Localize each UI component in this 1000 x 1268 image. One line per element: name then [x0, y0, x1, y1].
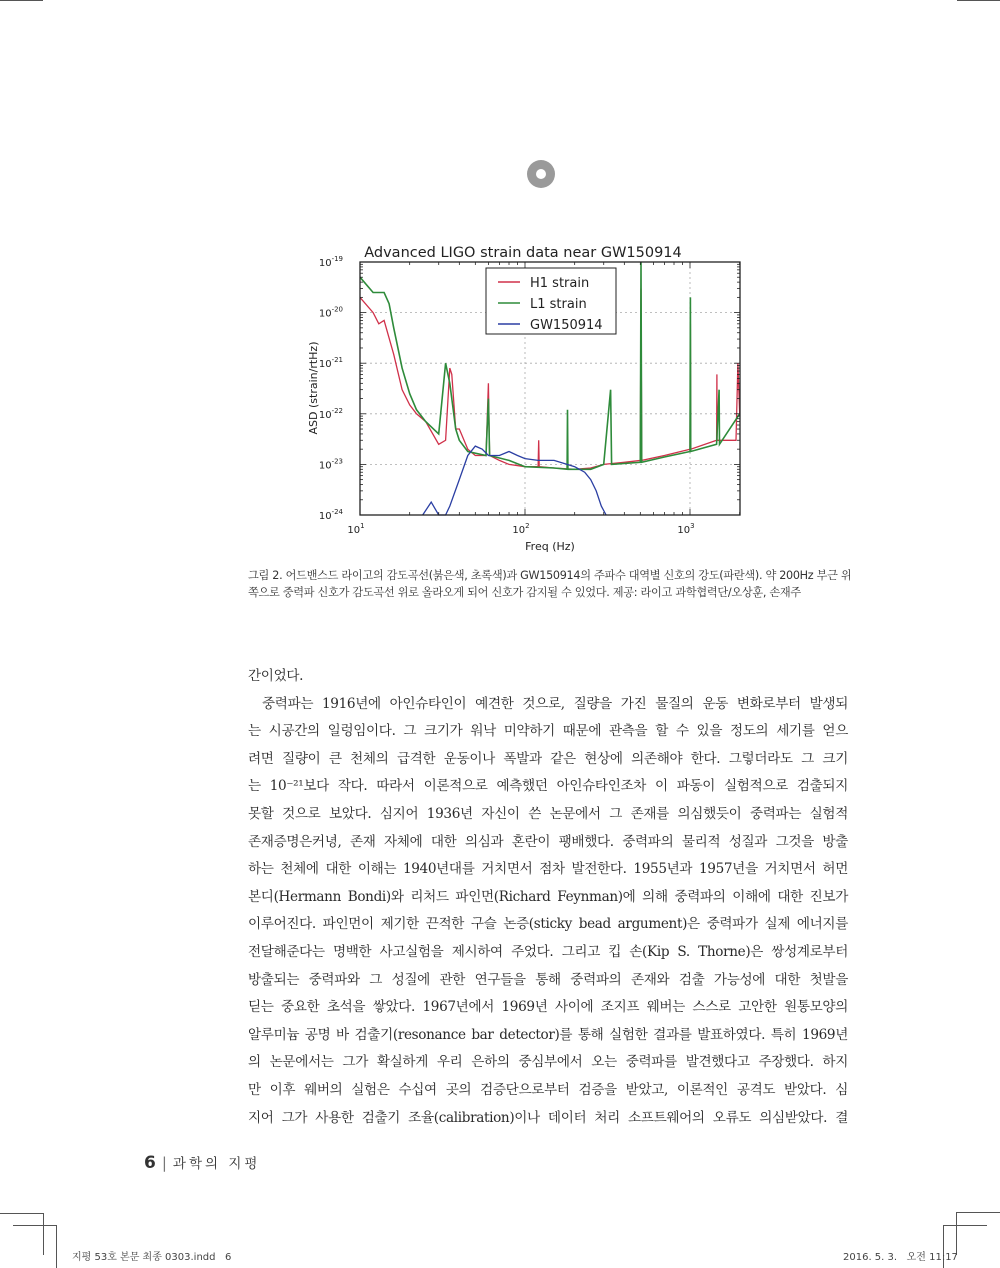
- page-folio: [144, 1152, 260, 1173]
- article-line: 중력파는 1916년에 아인슈타인이 예견한 것으로, 질량을 가진 물질의 운동 변화로부터 발생되: [262, 695, 848, 712]
- article-line: 알루미늄 공명 바 검출기(resonance bar detector)를 통해 실험한 결과를 발표하였다. 특히 1969년: [248, 1026, 848, 1043]
- chart-ylabel: ASD (strain/rtHz): [307, 341, 320, 435]
- ring-ornament-icon: [527, 160, 555, 188]
- legend-label: H1 strain: [530, 276, 590, 291]
- article-line: 이루어진다. 파인먼이 제기한 끈적한 구슬 논증(sticky bead argument)은 중력파가 실제 에너지를: [248, 916, 848, 933]
- svg-text:10-20: $10^{-20}$: [318, 305, 343, 320]
- article-line: 지어 그가 사용한 검출기 조율(calibration)이나 데이터 처리 소프트웨어의 오류도 의심받았다. 결: [248, 1109, 848, 1126]
- crop-mark-top-right: [957, 0, 1000, 1]
- svg-text:10-21: $10^{-21}$: [318, 356, 343, 371]
- publication-title: 과학의 지평: [172, 1156, 261, 1172]
- svg-text:10-24: $10^{-24}$: [318, 508, 343, 522]
- crop-mark-bottom-right-h2: [944, 1225, 987, 1226]
- figure-caption: 그림 2. 어드밴스드 라이고의 감도곡선(붉은색, 초록색)과 GW150914의 주파수 대역별 신호의 강도(파란색). 약 200Hz 부근 위쪽으로 중력파 신호가 감도곡선 위로 올라오게 되어 신호가 감지될 수 있었다. 제공: 라이고 과학협력단/오상훈, 손재주: [248, 569, 852, 599]
- article-line: 방출되는 중력파와 그 성질에 관한 연구들을 통해 중력파의 존재와 검출 가능성에 대한 첫발을: [248, 971, 848, 988]
- svg-text:102: $10^2$: [512, 522, 530, 536]
- article-line: 못할 것으로 보았다. 심지어 1936년 자신이 쓴 논문에서 그 존재를 의심했듯이 중력파는 실험적: [248, 805, 848, 822]
- series-line-gw150914: [423, 446, 606, 515]
- crop-mark-bottom-left-h2: [13, 1225, 56, 1226]
- article-line: 는 시공간의 일렁임이다. 그 크기가 워낙 미약하기 때문에 관측을 할 수 있을 정도의 세기를 얻으: [248, 723, 848, 740]
- chart-title: Advanced LIGO strain data near GW150914: [364, 245, 682, 261]
- chart-legend: [486, 268, 616, 334]
- crop-mark-bottom-right-h1: [957, 1212, 1000, 1213]
- crop-mark-bottom-left-v1: [43, 1213, 44, 1255]
- article-body: [248, 663, 848, 1132]
- article-line: 의 논문에서는 그가 확실하게 우리 은하의 중심부에서 오는 중력파를 발견했다고 주장했다. 하지: [248, 1054, 848, 1071]
- svg-text:101: $10^1$: [347, 522, 365, 536]
- page-number: 6: [144, 1153, 156, 1173]
- article-line: 만 이후 웨버의 실험은 수십여 곳의 검증단으로부터 검증을 받았고, 이론적인 공격도 받았다. 심: [248, 1081, 848, 1098]
- crop-mark-bottom-left-v2: [56, 1225, 57, 1268]
- crop-mark-bottom-left-h1: [0, 1213, 43, 1214]
- article-line: 딛는 중요한 초석을 쌓았다. 1967년에서 1969년 사이에 조지프 웨버는 스스로 고안한 원통모양의: [248, 999, 848, 1016]
- article-line: 려면 질량이 큰 천체의 급격한 운동이나 폭발과 같은 현상에 의존해야 한다. 그렇더라도 그 크기: [248, 750, 848, 767]
- folio-separator: |: [161, 1154, 167, 1172]
- article-line: 간이었다.: [248, 668, 304, 684]
- chart-xlabel: Freq (Hz): [525, 540, 575, 553]
- svg-text:10-23: $10^{-23}$: [318, 457, 343, 472]
- svg-text:10-22: $10^{-22}$: [318, 406, 343, 421]
- article-line: 존재증명은커녕, 존재 자체에 대한 의심과 혼란이 팽배했다. 중력파의 물리적 성질과 그것을 방출: [248, 833, 848, 850]
- crop-mark-top-left: [0, 0, 43, 1]
- legend-label: L1 strain: [530, 297, 587, 312]
- article-line: 전달해준다는 명백한 사고실험을 제시하여 주었다. 그리고 킵 손(Kip S. Thorne)은 쌍성계로부터: [248, 943, 848, 960]
- ligo-strain-chart: [295, 235, 755, 560]
- svg-text:103: $10^3$: [677, 522, 695, 536]
- svg-text:10-19: $10^{-19}$: [318, 255, 343, 269]
- print-slug-date: 2016. 5. 3. 오전 11:17: [843, 1252, 958, 1263]
- print-slug-file: 지평 53호 본문 최종 0303.indd 6: [72, 1252, 232, 1263]
- article-line: 는 10⁻²¹보다 작다. 따라서 이론적으로 예측했던 아인슈타인조차 이 파동이 실험적으로 검출되지: [248, 778, 848, 795]
- legend-label: GW150914: [530, 318, 603, 333]
- article-line: 본디(Hermann Bondi)와 리처드 파인먼(Richard Feynman)에 의해 중력파의 이해에 대한 진보가: [248, 888, 848, 905]
- article-line: 하는 천체에 대한 이해는 1940년대를 거치면서 점차 발전한다. 1955년과 1957년을 거치면서 허먼: [248, 861, 848, 878]
